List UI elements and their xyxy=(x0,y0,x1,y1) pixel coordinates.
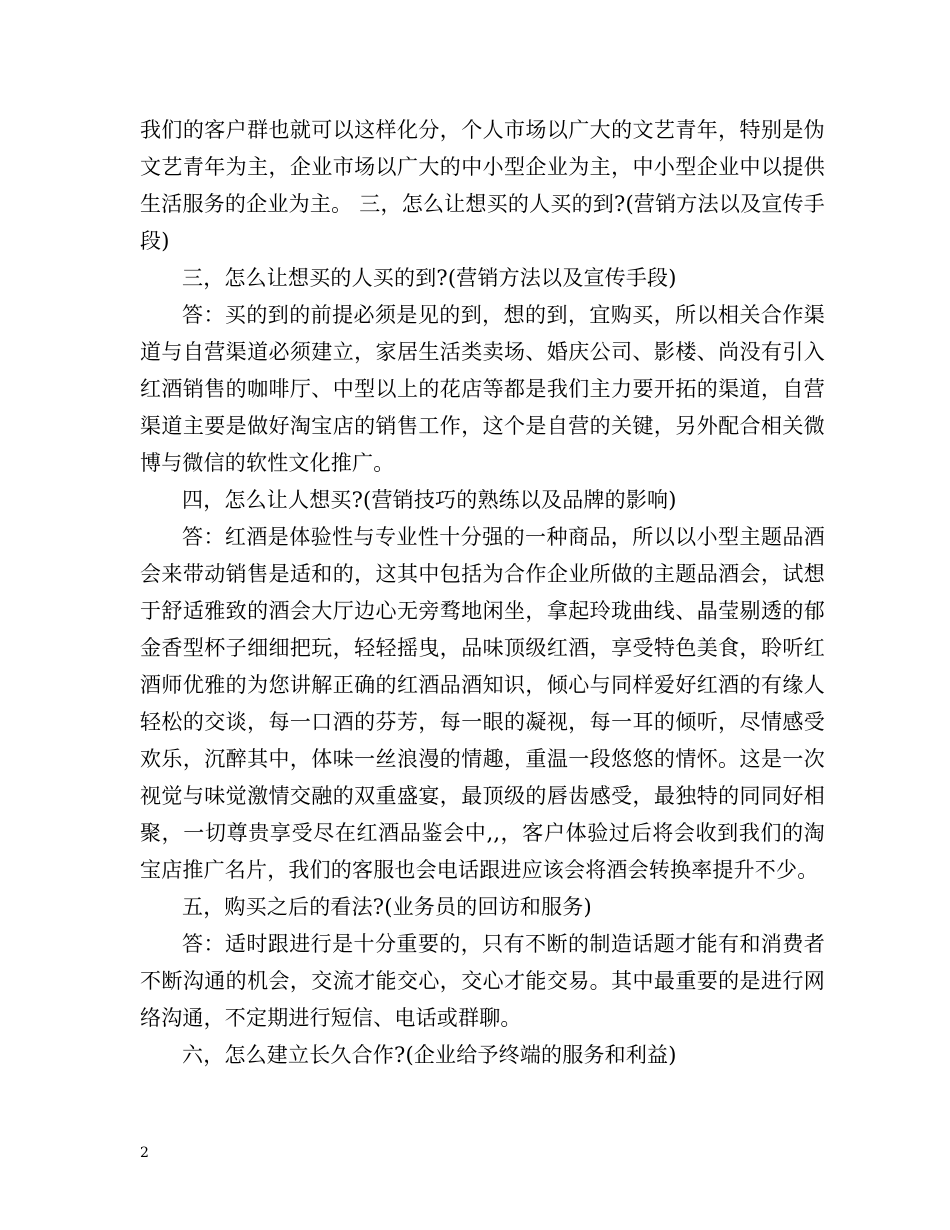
page-number: 2 xyxy=(140,1145,149,1161)
paragraph-answer-4: 答：红酒是体验性与专业性十分强的一种商品，所以以小型主题品酒会来带动销售是适和的，这其中包括为合作企业所做的主题品酒会，试想于舒适雅致的酒会大厅边心无旁骛地闲坐，拿起玲珑曲线、晶莹剔透的郁金香型杯子细细把玩，轻轻摇曳，品味顶级红酒，享受特色美食，聆听红酒师优雅的为您讲解正确的红酒品酒知识，倾心与同样爱好红酒的有缘人轻松的交谈，每一口酒的芬芳，每一眼的凝视，每一耳的倾听，尽情感受欢乐，沉醉其中，体味一丝浪漫的情趣，重温一段悠悠的情怀。这是一次视觉与味觉激情交融的双重盛宴，最顶级的唇齿感受，最独特的同同好相聚，一切尊贵享受尽在红酒品鉴会中,,，客户体验过后将会收到我们的淘宝店推广名片，我们的客服也会电话跟进应该会将酒会转换率提升不少。 xyxy=(140,525,825,882)
body-text xyxy=(140,112,825,1074)
heading-section-3: 三，怎么让想买的人买的到?(营销方法以及宣传手段) xyxy=(182,266,677,290)
heading-section-4: 四，怎么让人想买?(营销技巧的熟练以及品牌的影响) xyxy=(182,488,677,512)
heading-section-6: 六，怎么建立长久合作?(企业给予终端的服务和利益) xyxy=(182,1043,677,1067)
paragraph-answer-3: 答：买的到的前提必须是见的到，想的到，宜购买，所以相关合作渠道与自营渠道必须建立，家居生活类卖场、婚庆公司、影楼、尚没有引入红酒销售的咖啡厅、中型以上的花店等都是我们主力要开拓的渠道，自营渠道主要是做好淘宝店的销售工作，这个是自营的关键，另外配合相关微博与微信的软性文化推广。 xyxy=(140,303,825,475)
paragraph-intro: 我们的客户群也就可以这样化分，个人市场以广大的文艺青年，特别是伪文艺青年为主，企业市场以广大的中小型企业为主，中小型企业中以提供生活服务的企业为主。 三，怎么让想买的人买的到?(营销方法以及宣传手段) xyxy=(140,118,825,253)
paragraph-answer-5: 答：适时跟进行是十分重要的，只有不断的制造话题才能有和消费者不断沟通的机会，交流才能交心，交心才能交易。其中最重要的是进行网络沟通，不定期进行短信、电话或群聊。 xyxy=(140,932,825,1030)
heading-section-5: 五，购买之后的看法?(业务员的回访和服务) xyxy=(182,895,592,919)
